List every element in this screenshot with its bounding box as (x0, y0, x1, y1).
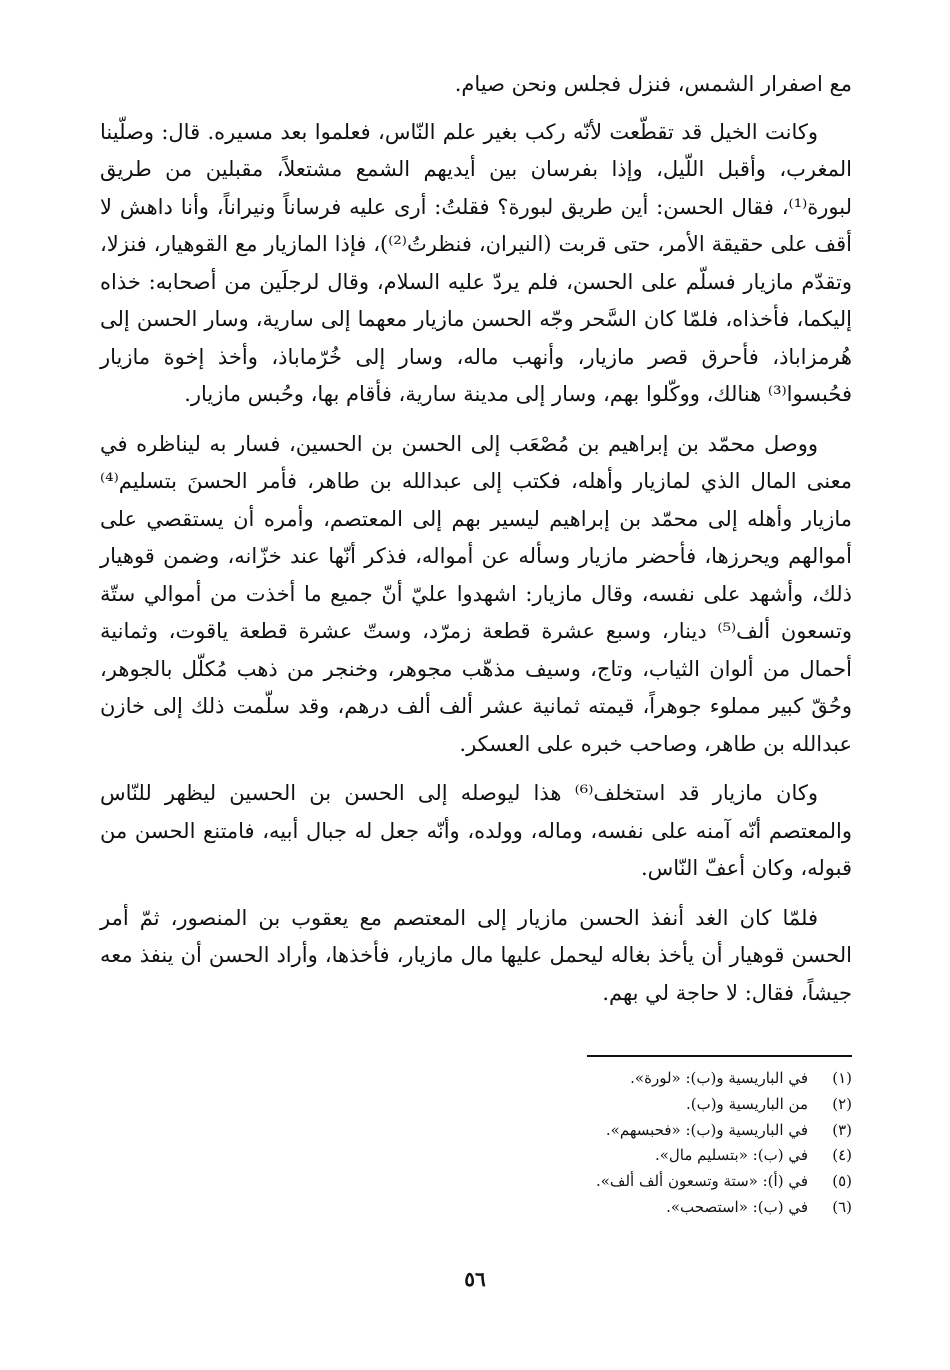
paragraph-2: وكانت الخيل قد تقطّعت لأنّه ركب بغير علم النّاس، فعلموا بعد مسيره. قال: وصلّينا المغرب، وأقبل اللّيل، وإذا بفرسان بين أيديهم الشمع مشتعلاً، مقبلين من طريق لبورة⁽¹⁾، فقال الحسن: أين طريق لبورة؟ فقلتُ: أرى عليه فرساناً ونيراناً، وأنا داهش لا أقف على حقيقة الأمر، حتى قربت (النيران، فنظرتُ⁽²⁾)، فإذا المازيار مع القوهيار، فنزلا، وتقدّم مازيار فسلّم على الحسن، فلم يردّ عليه السلام، وقال لرجلَين من أصحابه: خذاه إليكما، فأخذاه، فلمّا كان السَّحر وجّه الحسن مازيار معهما إلى سارية، وسار الحسن إلى هُرمزاباذ، فأحرق قصر مازيار، وأنهب ماله، وسار إلى خُرّماباذ، وأخذ إخوة مازيار فحُبسوا⁽³⁾ هنالك، ووكّلوا بهم، وسار إلى مدينة سارية، فأقام بها، وحُبس مازيار. (100, 119, 852, 406)
body-text (100, 66, 852, 1024)
footnote-number: (٣) (832, 1120, 852, 1139)
footnote-3 (352, 1118, 852, 1144)
paragraph-4: وكان مازيار قد استخلف⁽⁶⁾ هذا ليوصله إلى الحسن بن الحسين ليظهر للنّاس والمعتصم أنّه آمنه على نفسه، وماله، وولده، وأنّه جعل له جبال أبيه، فامتنع الحسن من قبوله، وكان أعفّ النّاس. (100, 781, 852, 880)
footnote-number: (٦) (832, 1197, 852, 1216)
footnote-1 (352, 1066, 852, 1092)
footnote-number: (٤) (832, 1146, 852, 1165)
paragraph-5: فلمّا كان الغد أنفذ الحسن مازيار إلى المعتصم مع يعقوب بن المنصور، ثمّ أمر الحسن قوهيار أن يأخذ بغاله ليحمل عليها مال مازيار، فأخذها، وأراد الحسن أن ينفذ معه جيشاً، فقال: لا حاجة لي بهم. (100, 905, 852, 1005)
footnote-text: في الباريسية و(ب): «لورة». (630, 1069, 808, 1087)
footnote-4 (352, 1143, 852, 1169)
footnote-text: في (ب): «بتسليم مال». (654, 1146, 808, 1165)
footnote-number: (٢) (832, 1094, 852, 1113)
footnote-6 (352, 1195, 852, 1221)
paragraph-3: ووصل محمّد بن إبراهيم بن مُصْعَب إلى الحسن بن الحسين، فسار به ليناظره في معنى المال الذي لمازيار وأهله، فكتب إلى عبدالله بن طاهر، فأمر الحسنَ بتسليم⁽⁴⁾ مازيار وأهله إلى محمّد بن إبراهيم ليسير بهم إلى المعتصم، وأمره أن يستقصي على أموالهم ويحرزها، فأحضر مازيار وسأله عن أمواله، فذكر أنّها عند خزّانه، وضمن قوهيار ذلك، وأشهد على نفسه، وقال مازيار: اشهدوا عليّ أنّ جميع ما أخذت من أموالي ستّة وتسعون ألف⁽⁵⁾ دينار، وسبع عشرة قطعة زمرّد، وستّ عشرة قطعة ياقوت، وثمانية أحمال من ألوان الثياب، وتاج، وسيف مذهّب مجوهر، وخنجر من ذهب مُكلّل بالجوهر، وحُقّ كبير مملوء جوهراً، قيمته ثمانية عشر ألف ألف درهم، وقد سلّمت ذلك إلى خازن عبدالله بن طاهر، وصاحب خبره على العسكر. (100, 431, 852, 756)
paragraph-1: مع اصفرار الشمس، فنزل فجلس ونحن صيام. (454, 72, 852, 96)
footnote-number: (١) (832, 1069, 852, 1087)
footnote-text: في (أ): «ستة وتسعون ألف ألف». (595, 1172, 808, 1191)
footnote-text: في (ب): «استصحب». (666, 1197, 808, 1216)
footnotes (352, 1066, 852, 1221)
footnote-number: (٥) (832, 1172, 852, 1191)
footnote-separator (587, 1055, 852, 1057)
footnote-2 (352, 1092, 852, 1118)
footnote-5 (352, 1169, 852, 1195)
footnote-text: في الباريسية و(ب): «فحبسهم». (605, 1120, 808, 1139)
footnote-text: من الباريسية و(ب). (685, 1094, 808, 1113)
page-number: ٥٦ (464, 1267, 486, 1291)
